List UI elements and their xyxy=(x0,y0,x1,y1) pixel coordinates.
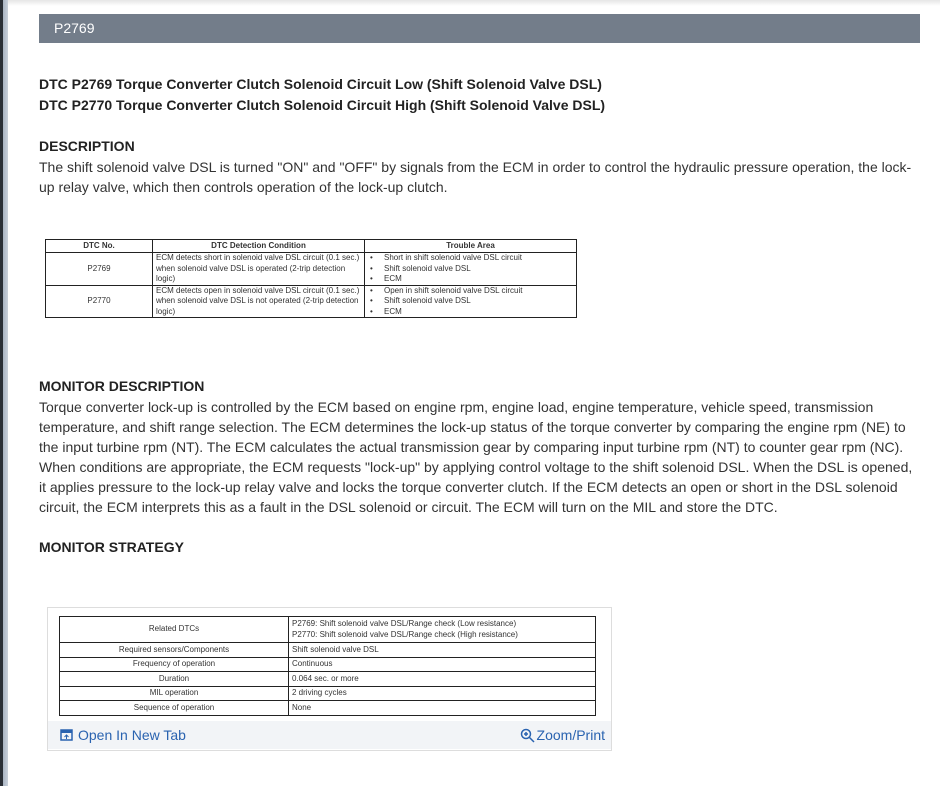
row-label: Sequence of operation xyxy=(60,701,289,716)
detection-condition: ECM detects short in solenoid valve DSL circuit (0.1 sec.) when solenoid valve DSL is operated (2-trip detection logic) xyxy=(153,253,365,286)
row-value: Continuous xyxy=(289,657,596,672)
dtc-title-2: DTC P2770 Torque Converter Clutch Solenoid Circuit High (Shift Solenoid Valve DSL) xyxy=(39,97,606,113)
monitor-description-text: Torque converter lock-up is controlled by the ECM based on engine rpm, engine load, engine temperature, vehicle speed, transmission temperature, and shift range selection. The ECM determines the lock-up status of the torque converter by comparing the engine rpm (NE) to the input turbine rpm (NT). The ECM calculates the actual transmission gear by comparing input turbine rpm (NT) to counter gear rpm (NC). When conditions are appropriate, the ECM requests "lock-up" by applying control voltage to the shift solenoid DSL. When the DSL is opened, it applies pressure to the lock-up relay valve and locks the torque converter clutch. If the ECM detects an open or short in the DSL solenoid circuit, the ECM interprets this as a fault in the DSL solenoid or circuit. The ECM will turn on the MIL and store the DTC. xyxy=(39,399,913,515)
trouble-area: • Open in shift solenoid valve DSL circuit xyxy=(368,286,573,297)
dtc-code: P2769 xyxy=(46,253,153,286)
window-edge xyxy=(0,0,8,786)
col-header: Trouble Area xyxy=(365,240,577,253)
monitor-description-heading: MONITOR DESCRIPTION xyxy=(39,378,205,394)
row-label: Frequency of operation xyxy=(60,657,289,672)
row-label: Required sensors/Components xyxy=(60,643,289,658)
table-row xyxy=(60,701,596,716)
table-row xyxy=(60,643,596,658)
zoom-print-link[interactable] xyxy=(520,721,605,749)
table-row xyxy=(46,253,577,286)
top-shadow xyxy=(8,0,940,6)
row-label: Related DTCs xyxy=(60,617,289,643)
col-header: DTC Detection Condition xyxy=(153,240,365,253)
monitor-strategy-heading: MONITOR STRATEGY xyxy=(39,539,184,555)
section-header: P2769 xyxy=(39,14,920,43)
dtc-table xyxy=(45,239,577,318)
figure-toolbar xyxy=(48,721,611,749)
table-row xyxy=(46,285,577,318)
description-text: The shift solenoid valve DSL is turned "ON" and "OFF" by signals from the ECM in order to control the hydraulic pressure operation, the lock-up relay valve, which then controls operation of the lock-up clutch. xyxy=(39,159,912,195)
row-value: Shift solenoid valve DSL xyxy=(289,643,596,658)
table-row xyxy=(60,672,596,687)
open-in-new-tab-link[interactable] xyxy=(60,721,186,749)
description-heading: DESCRIPTION xyxy=(39,138,135,154)
detection-condition: ECM detects open in solenoid valve DSL circuit (0.1 sec.) when solenoid valve DSL is not operated (2-trip detection logic) xyxy=(153,285,365,318)
row-value: 2 driving cycles xyxy=(289,686,596,701)
row-value: 0.064 sec. or more xyxy=(289,672,596,687)
table-row xyxy=(60,657,596,672)
row-label: Duration xyxy=(60,672,289,687)
row-value: P2769: Shift solenoid valve DSL/Range check (Low resistance) xyxy=(292,619,517,628)
row-label: MIL operation xyxy=(60,686,289,701)
monitor-strategy-table xyxy=(59,616,596,716)
trouble-area: • Short in shift solenoid valve DSL circuit xyxy=(368,253,573,264)
zoom-print-label: Zoom/Print xyxy=(536,727,605,743)
trouble-area: • ECM xyxy=(368,307,573,318)
row-value: None xyxy=(289,701,596,716)
row-value: P2770: Shift solenoid valve DSL/Range check (High resistance) xyxy=(292,629,518,639)
dtc-title-1: DTC P2769 Torque Converter Clutch Solenoid Circuit Low (Shift Solenoid Valve DSL) xyxy=(39,76,602,92)
monitor-strategy-figure xyxy=(47,607,612,751)
table-row xyxy=(60,686,596,701)
trouble-area: • ECM xyxy=(368,274,573,285)
trouble-area: • Shift solenoid valve DSL xyxy=(368,296,573,307)
open-in-new-tab-label: Open In New Tab xyxy=(78,727,186,743)
col-header: DTC No. xyxy=(46,240,153,253)
dtc-code: P2770 xyxy=(46,285,153,318)
open-tab-icon xyxy=(60,729,73,741)
zoom-in-icon xyxy=(520,728,535,743)
table-row xyxy=(60,617,596,643)
trouble-area: • Shift solenoid valve DSL xyxy=(368,264,573,275)
